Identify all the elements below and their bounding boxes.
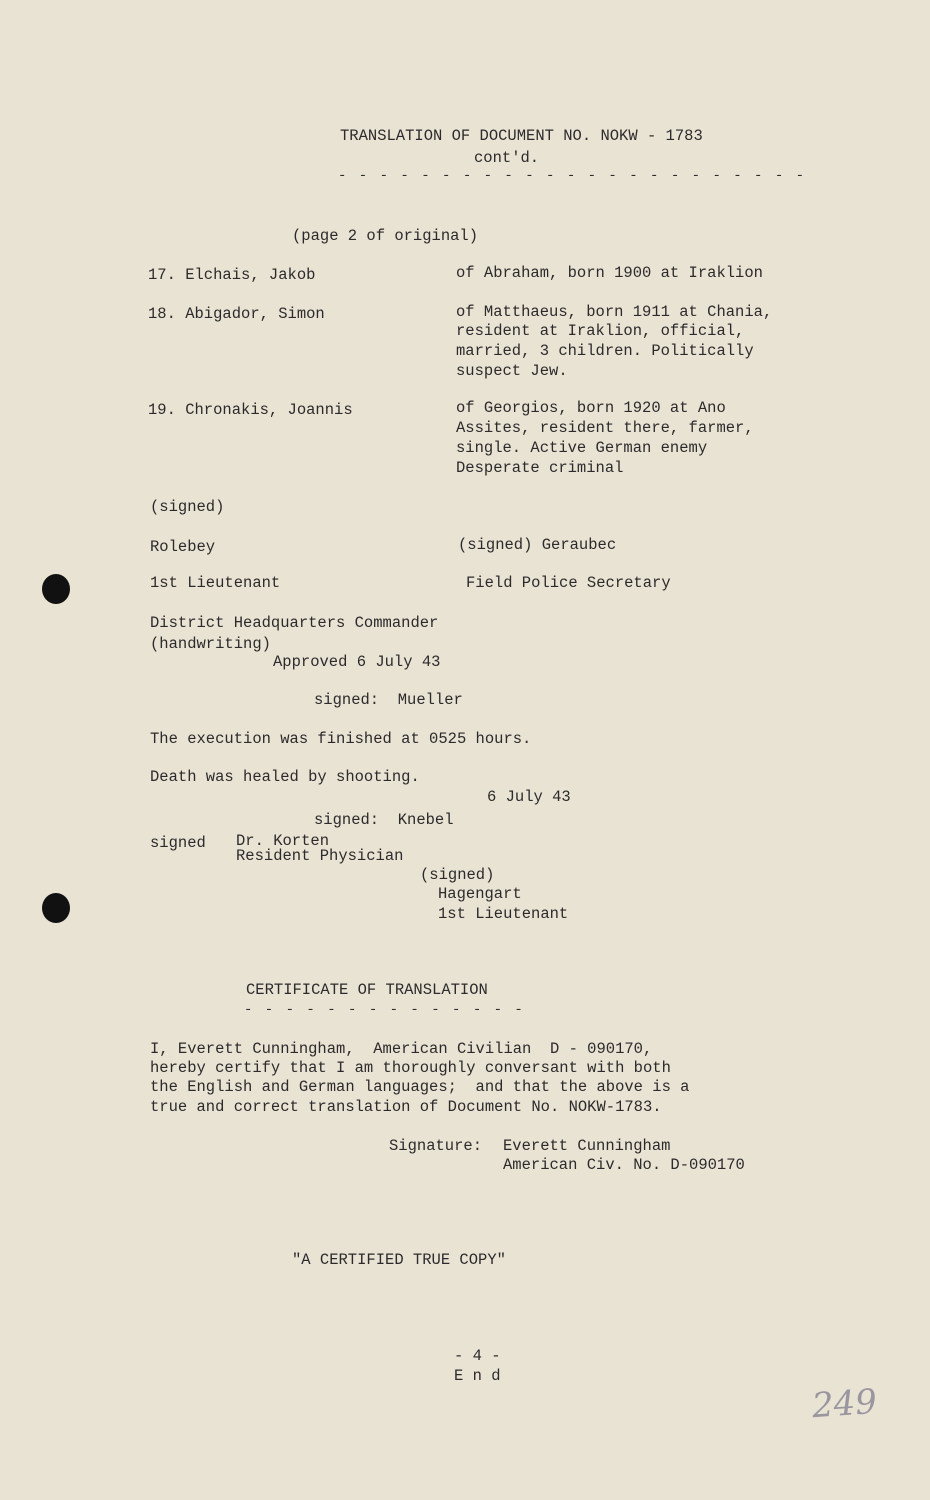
knebel-signature: signed: Knebel	[314, 811, 454, 829]
entry-detail: Desperate criminal	[456, 459, 624, 477]
final-signed: (signed)	[420, 866, 495, 884]
certificate-rule: - - - - - - - - - - - - - -	[244, 1002, 525, 1018]
signature-label: Signature:	[389, 1137, 483, 1155]
page-number: - 4 -	[454, 1347, 501, 1365]
page-note: (page 2 of original)	[292, 227, 479, 245]
certificate-line: true and correct translation of Document No. NOKW-1783.	[150, 1098, 662, 1116]
entry-detail: Assites, resident there, farmer,	[456, 419, 754, 437]
final-name: Hagengart	[438, 885, 522, 903]
entry-detail: of Abraham, born 1900 at Iraklion	[456, 264, 763, 282]
certified-copy: "A CERTIFIED TRUE COPY"	[292, 1251, 506, 1269]
certificate-heading: CERTIFICATE OF TRANSLATION	[246, 981, 488, 999]
entry-detail: of Matthaeus, born 1911 at Chania,	[456, 303, 773, 321]
signature-name: Everett Cunningham	[503, 1137, 671, 1155]
certificate-line: I, Everett Cunningham, American Civilian D - 090170,	[150, 1040, 653, 1058]
execution-date: 6 July 43	[487, 788, 571, 806]
physician-title: Resident Physician	[236, 847, 404, 865]
death-line: Death was healed by shooting.	[150, 768, 420, 786]
approved-line: Approved 6 July 43	[273, 653, 441, 671]
signer-right-signed: (signed) Geraubec	[458, 536, 617, 554]
handwriting-note: (handwriting)	[150, 635, 271, 653]
commander-line: District Headquarters Commander	[150, 614, 439, 632]
entry-detail: suspect Jew.	[456, 362, 568, 380]
signer-left-name: Rolebey	[150, 538, 216, 556]
signature-id: American Civ. No. D-090170	[503, 1156, 745, 1174]
execution-finished: The execution was finished at 0525 hours.	[150, 730, 532, 748]
header-rule: - - - - - - - - - - - - - - - - - - - - - - -	[338, 168, 807, 184]
physician-name: Dr. Korten	[236, 832, 330, 850]
document-subtitle: cont'd.	[474, 149, 540, 167]
entry-detail: single. Active German enemy	[456, 439, 708, 457]
mueller-signature: signed: Mueller	[314, 691, 463, 709]
signed-word: signed	[150, 834, 206, 852]
signer-left-rank: 1st Lieutenant	[150, 574, 281, 592]
entry-name: 18. Abigador, Simon	[148, 305, 325, 323]
end-label: E n d	[454, 1367, 501, 1385]
entry-name: 17. Elchais, Jakob	[148, 266, 316, 284]
signed-label: (signed)	[150, 498, 225, 516]
punch-hole-bottom	[42, 893, 70, 923]
certificate-line: hereby certify that I am thoroughly conversant with both	[150, 1059, 671, 1077]
entry-detail: resident at Iraklion, official,	[456, 322, 745, 340]
final-rank: 1st Lieutenant	[438, 905, 569, 923]
signer-right-title: Field Police Secretary	[466, 574, 671, 592]
entry-name: 19. Chronakis, Joannis	[148, 401, 353, 419]
document-title: TRANSLATION OF DOCUMENT NO. NOKW - 1783	[340, 127, 703, 145]
entry-detail: married, 3 children. Politically	[456, 342, 754, 360]
certificate-line: the English and German languages; and that the above is a	[150, 1078, 690, 1096]
entry-detail: of Georgios, born 1920 at Ano	[456, 399, 726, 417]
punch-hole-top	[42, 574, 70, 604]
handwritten-number: 249	[810, 1381, 879, 1427]
